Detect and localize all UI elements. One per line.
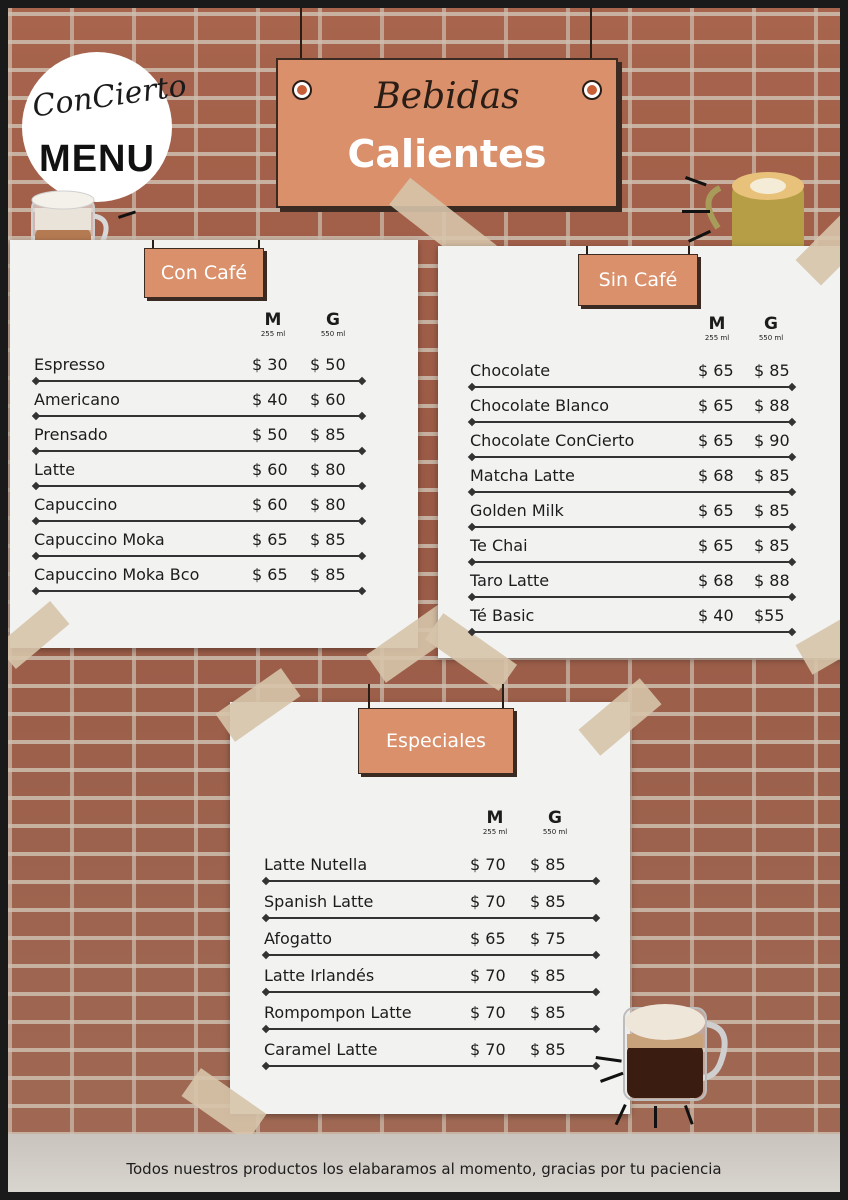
menu-page xyxy=(8,8,840,1192)
item-name: Chocolate xyxy=(470,361,551,380)
menu-row xyxy=(264,998,600,1032)
row-divider xyxy=(266,917,596,919)
price-grande: $ 80 xyxy=(310,460,346,479)
title-script: Bebidas xyxy=(374,76,520,117)
item-name: Chocolate ConCierto xyxy=(470,431,635,450)
price-medium: $ 50 xyxy=(252,425,288,444)
size-g-header xyxy=(746,314,796,342)
row-divider xyxy=(266,954,596,956)
size-g-ml: 550 ml xyxy=(758,334,784,342)
size-g-header xyxy=(530,808,580,836)
menu-row xyxy=(264,924,600,958)
size-g-letter: G xyxy=(548,808,562,828)
price-grande: $ 85 xyxy=(530,892,566,911)
item-name: Golden Milk xyxy=(470,501,564,520)
irish-coffee-mug-icon xyxy=(588,994,748,1134)
menu-row xyxy=(470,531,796,565)
menu-row xyxy=(34,490,366,524)
row-divider xyxy=(36,415,362,417)
size-m-letter: M xyxy=(708,314,726,334)
menu-row xyxy=(34,525,366,559)
row-divider xyxy=(472,456,792,458)
price-medium: $ 40 xyxy=(698,606,734,625)
footer-note: Todos nuestros productos los elabaramos al momento, gracias por tu paciencia xyxy=(126,1160,722,1178)
con-cafe-label: Con Café xyxy=(144,248,264,298)
price-grande: $ 85 xyxy=(754,466,790,485)
price-medium: $ 65 xyxy=(698,536,734,555)
size-m-ml: 255 ml xyxy=(260,330,286,338)
price-medium: $ 30 xyxy=(252,355,288,374)
price-medium: $ 65 xyxy=(698,501,734,520)
page-title: Calientes xyxy=(347,132,547,176)
item-name: Rompompon Latte xyxy=(264,1003,412,1022)
item-name: Capuccino xyxy=(34,495,118,514)
price-grande: $ 85 xyxy=(530,1040,566,1059)
item-name: Capuccino Moka Bco xyxy=(34,565,200,584)
price-medium: $ 70 xyxy=(470,1003,506,1022)
size-g-letter: G xyxy=(764,314,778,334)
item-name: Caramel Latte xyxy=(264,1040,378,1059)
item-name: Te Chai xyxy=(470,536,528,555)
menu-row xyxy=(264,850,600,884)
price-grande: $ 75 xyxy=(530,929,566,948)
row-divider xyxy=(36,590,362,592)
row-divider xyxy=(36,485,362,487)
item-name: Prensado xyxy=(34,425,108,444)
price-grande: $ 85 xyxy=(310,565,346,584)
title-sign xyxy=(276,58,618,208)
row-divider xyxy=(472,421,792,423)
row-divider xyxy=(36,450,362,452)
price-grande: $ 60 xyxy=(310,390,346,409)
size-g-letter: G xyxy=(326,310,340,330)
row-divider xyxy=(266,991,596,993)
menu-row xyxy=(264,961,600,995)
item-name: Espresso xyxy=(34,355,106,374)
menu-row xyxy=(470,391,796,425)
menu-row xyxy=(34,455,366,489)
price-medium: $ 60 xyxy=(252,495,288,514)
size-m-ml: 255 ml xyxy=(704,334,730,342)
price-medium: $ 65 xyxy=(252,565,288,584)
price-medium: $ 65 xyxy=(252,530,288,549)
row-divider xyxy=(472,491,792,493)
item-name: Latte Nutella xyxy=(264,855,368,874)
price-grande: $ 85 xyxy=(530,1003,566,1022)
menu-row xyxy=(470,601,796,635)
size-m-letter: M xyxy=(486,808,504,828)
size-m-header xyxy=(470,808,520,836)
row-divider xyxy=(472,386,792,388)
item-name: Latte xyxy=(34,460,76,479)
size-m-header xyxy=(692,314,742,342)
price-grande: $ 88 xyxy=(754,396,790,415)
item-name: Americano xyxy=(34,390,120,409)
menu-row xyxy=(470,426,796,460)
price-medium: $ 65 xyxy=(698,361,734,380)
logo-script-text: ConCierto xyxy=(30,68,189,125)
size-m-header xyxy=(248,310,298,338)
row-divider xyxy=(472,631,792,633)
price-grande: $ 85 xyxy=(754,536,790,555)
menu-row xyxy=(264,1035,600,1069)
size-m-ml: 255 ml xyxy=(482,828,508,836)
price-medium: $ 70 xyxy=(470,892,506,911)
row-divider xyxy=(266,1065,596,1067)
row-divider xyxy=(266,880,596,882)
size-m-letter: M xyxy=(264,310,282,330)
item-name: Taro Latte xyxy=(470,571,550,590)
price-grande: $ 85 xyxy=(310,425,346,444)
price-grande: $55 xyxy=(754,606,785,625)
row-divider xyxy=(36,555,362,557)
item-name: Chocolate Blanco xyxy=(470,396,610,415)
menu-row xyxy=(470,566,796,600)
price-grande: $ 50 xyxy=(310,355,346,374)
row-divider xyxy=(266,1028,596,1030)
price-medium: $ 65 xyxy=(470,929,506,948)
price-medium: $ 65 xyxy=(698,431,734,450)
menu-row xyxy=(34,350,366,384)
price-medium: $ 68 xyxy=(698,466,734,485)
menu-row xyxy=(34,385,366,419)
price-medium: $ 65 xyxy=(698,396,734,415)
price-medium: $ 70 xyxy=(470,855,506,874)
nail-icon xyxy=(292,80,312,100)
price-medium: $ 70 xyxy=(470,1040,506,1059)
price-medium: $ 60 xyxy=(252,460,288,479)
price-grande: $ 85 xyxy=(754,361,790,380)
price-grande: $ 85 xyxy=(310,530,346,549)
item-name: Capuccino Moka xyxy=(34,530,165,549)
row-divider xyxy=(472,561,792,563)
item-name: Té Basic xyxy=(470,606,535,625)
menu-row xyxy=(34,560,366,594)
price-grande: $ 85 xyxy=(530,855,566,874)
price-medium: $ 68 xyxy=(698,571,734,590)
menu-row xyxy=(470,461,796,495)
price-grande: $ 85 xyxy=(754,501,790,520)
size-g-header xyxy=(308,310,358,338)
item-name: Matcha Latte xyxy=(470,466,575,485)
logo-menu-text: MENU xyxy=(39,138,155,180)
item-name: Afogatto xyxy=(264,929,333,948)
row-divider xyxy=(472,596,792,598)
item-name: Spanish Latte xyxy=(264,892,374,911)
menu-row xyxy=(34,420,366,454)
sin-cafe-label: Sin Café xyxy=(578,254,698,306)
menu-row xyxy=(470,356,796,390)
price-medium: $ 40 xyxy=(252,390,288,409)
row-divider xyxy=(472,526,792,528)
menu-row xyxy=(264,887,600,921)
price-grande: $ 90 xyxy=(754,431,790,450)
nail-icon xyxy=(582,80,602,100)
item-name: Latte Irlandés xyxy=(264,966,375,985)
especiales-label: Especiales xyxy=(358,708,514,774)
row-divider xyxy=(36,380,362,382)
size-g-ml: 550 ml xyxy=(320,330,346,338)
size-g-ml: 550 ml xyxy=(542,828,568,836)
menu-row xyxy=(470,496,796,530)
price-grande: $ 80 xyxy=(310,495,346,514)
row-divider xyxy=(36,520,362,522)
price-grande: $ 85 xyxy=(530,966,566,985)
price-grande: $ 88 xyxy=(754,571,790,590)
price-medium: $ 70 xyxy=(470,966,506,985)
